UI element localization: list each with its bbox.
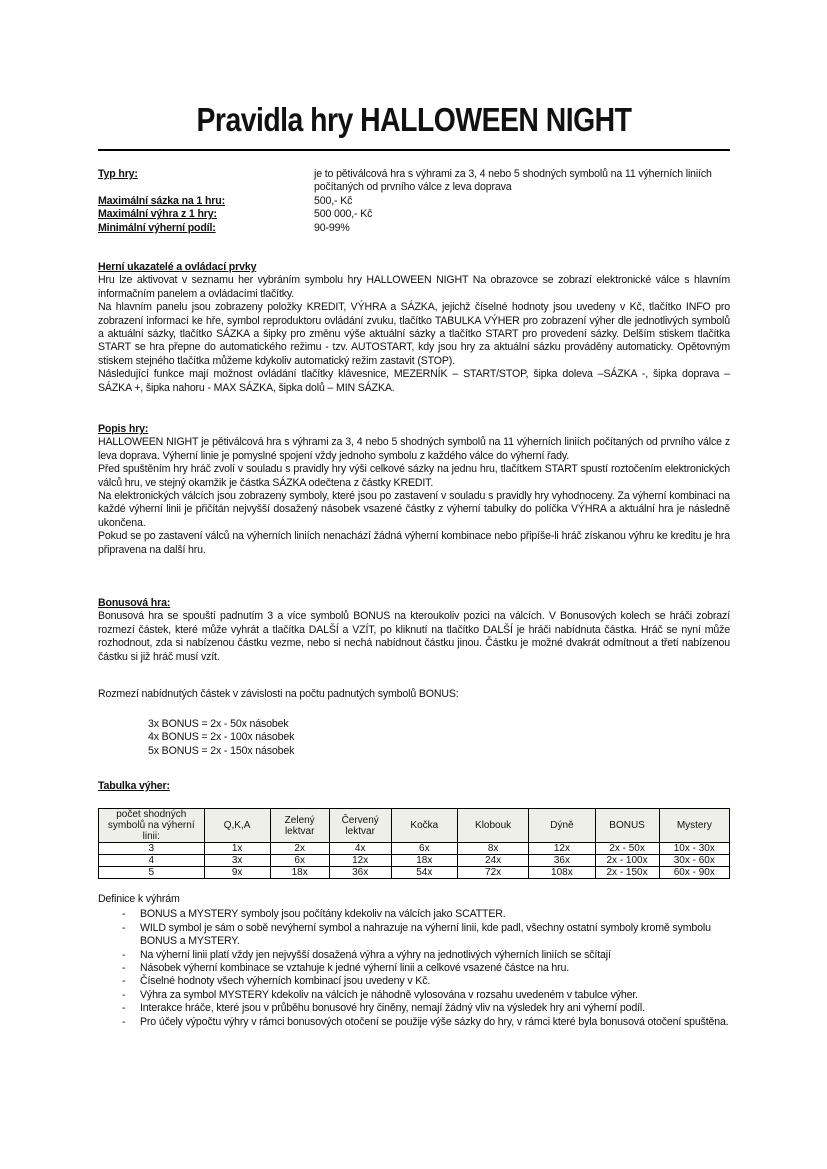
spec-row-max-bet [98,195,730,208]
paragraph: HALLOWEEN NIGHT je pětiválcová hra s výhrami za 3, 4 nebo 5 shodných symbolů na 11 výherních liniích počítaných od prvního válce z leva doprava. Výherní linie je pomyslné spojení vždy jednoho symbolu z každého válce do výherní řady. [98,436,730,462]
spec-value: je to pětiválcová hra s výhrami za 3, 4 nebo 5 shodných symbolů na 11 výherních liniích počítaných od prvního válce z leva doprava [314,168,712,194]
paragraph: Následující funkce mají možnost ovládání tlačítky klávesnice, MEZERNÍK – START/STOP, šipka doleva –SÁZKA -, šipka doprava – SÁZKA +, šipka nahoru - MAX SÁZKA, šipka dolů – MIN SÁZKA. [98,368,730,394]
spec-label: Typ hry: [98,168,138,180]
bonus-range: 3x BONUS = 2x - 50x násobek [148,718,289,730]
spec-value: 500,- Kč [314,194,353,207]
paragraph: Bonusová hra se spouští padnutím 3 a více symbolů BONUS na kteroukoliv pozici na válcích. V Bonusových kolech se hráči zobrazí rozmezí částek, které může vyhrát a tlačítka DALŠÍ a VZÍT, po kliknutí na tlačítko DALŠÍ je hráči nabídnuta částka. Hráč se nyní může rozhodnout, zda si nabízenou částku vezme, nebo si nechá nabídnout částku jinou. Částku je možné dvakrát odmítnout a třetí nabízenou částku si již hráč musí vzít. [98,610,730,663]
title-divider [98,149,730,151]
list-item [98,1016,730,1029]
table-cell: 3x [204,855,270,867]
spec-row-max-win [98,208,730,221]
paragraph: Před spuštěním hry hráč zvolí v souladu s pravidly hry výši celkové sázky na jednu hru, tlačítkem START spustí roztočením elektronických válců hru, ve stejný okamžik je částka SÁZKA odečtena z částky KREDIT. [98,463,730,489]
bonus-section [98,597,730,664]
table-cell: 24x [457,855,528,867]
paytable-grid [98,808,730,879]
spec-value: 90-99% [314,221,350,234]
column-header: Kočka [391,809,457,843]
table-cell: 54x [391,867,457,879]
section-heading: Herní ukazatelé a ovládací prvky [98,261,257,273]
list-item [98,989,730,1002]
paragraph: Hru lze aktivovat v seznamu her vybráním symbolu hry HALLOWEEN NIGHT Na obrazovce se zobrazí elektronické válce s hlavním informačním panelem a ovládacími tlačítky. [98,274,730,300]
bullet-dash: - [122,1002,126,1015]
spec-value: 500 000,- Kč [314,208,373,221]
bullet-dash: - [122,921,126,934]
spec-label: Maximální sázka na 1 hru: [98,194,225,207]
column-header: Mystery [659,809,729,843]
table-cell: 9x [204,867,270,879]
spec-label: Minimální výherní podíl: [98,221,216,234]
definitions-list [98,908,730,1029]
table-cell: 2x [270,843,329,855]
table-row [99,867,730,879]
definitions-section [98,893,730,1029]
column-header: Klobouk [457,809,528,843]
list-item [98,949,730,962]
definitions-heading: Definice k výhrám [98,893,180,905]
bullet-dash: - [122,975,126,988]
spec-row-min-rtp [98,222,730,235]
list-item [98,922,730,949]
paragraph: Pokud se po zastavení válců na výherních liniích nenachází žádná výherní kombinace nebo připíše-li hráč získanou výhru ke kreditu je hra připravena na další hru. [98,530,730,556]
table-cell: 18x [270,867,329,879]
column-header: počet shodných symbolů na výherní linii: [99,809,205,843]
table-row [99,855,730,867]
table-cell: 30x - 60x [659,855,729,867]
spec-label: Maximální výhra z 1 hry: [98,208,217,221]
paytable-heading: Tabulka výher: [98,780,170,792]
paytable-header-row [99,809,730,843]
table-cell: 5 [99,867,205,879]
table-cell: 6x [391,843,457,855]
table-cell: 4x [329,843,391,855]
table-cell: 72x [457,867,528,879]
list-item [98,975,730,988]
list-item-text: Násobek výherní kombinace se vztahuje k jedné výherní linii a celkové vsazené částce na hru. [140,962,570,975]
table-cell: 1x [204,843,270,855]
list-item-text: Pro účely výpočtu výhry v rámci bonusových otočení se použije výše sázky do hry, v rámci které byla bonusová otočení spuštěna. [140,1015,729,1028]
table-cell: 2x - 50x [595,843,659,855]
table-cell: 8x [457,843,528,855]
table-cell: 4 [99,855,205,867]
controls-section [98,261,730,395]
list-item-text: Interakce hráče, které jsou v průběhu bonusové hry činěny, nemají žádný vliv na výsledek hry ani výherní podíl. [140,1002,645,1015]
paragraph: Na elektronických válcích jsou zobrazeny symboly, které jsou po zastavení v souladu s pravidly hry vyhodnoceny. Za výherní kombinaci na každé výherní linii je přičítán nejvyšší dosažený násobek vsazené částky z výherní tabulky do políčka VÝHRA a aktuální hra je následně ukončena. [98,490,730,529]
section-heading: Bonusová hra: [98,597,171,609]
column-header: Červený lektvar [329,809,391,843]
bonus-ranges-intro: Rozmezí nabídnutých částek v závislosti na počtu padnutých symbolů BONUS: [98,688,459,700]
bullet-dash: - [122,948,126,961]
table-cell: 2x - 100x [595,855,659,867]
game-specs [98,168,730,235]
table-cell: 3 [99,843,205,855]
column-header: Dýně [529,809,595,843]
table-cell: 6x [270,855,329,867]
section-heading: Popis hry: [98,423,149,435]
description-section [98,423,730,557]
paragraph: Na hlavním panelu jsou zobrazeny položky KREDIT, VÝHRA a SÁZKA, jejichž číselné hodnoty jsou uvedeny v Kč, tlačítko INFO pro zobrazení informací ke hře, symbol reproduktoru ovládání zvuku, tlačítko TABULKA VÝHER pro zobrazení výher dle jednotlivých symbolů a aktuální sázky, tlačítko SÁZKA a šipky pro změnu výše aktuální sázky a tlačítko START pro provedení sázky. Delším stiskem tlačítka START se hra přepne do automatického režimu - tzv. AUTOSTART, kdy jsou hry za aktuální sázku prováděny automaticky. Opětovným stiskem stejného tlačítka můžeme kdykoliv automatický režim zastavit (STOP). [98,301,730,367]
table-cell: 36x [529,855,595,867]
bullet-dash: - [122,988,126,1001]
list-item-text: BONUS a MYSTERY symboly jsou počítány kdekoliv na válcích jako SCATTER. [140,908,506,921]
table-cell: 12x [529,843,595,855]
spec-row-game-type [98,168,730,195]
bullet-dash: - [122,962,126,975]
table-cell: 36x [329,867,391,879]
list-item [98,962,730,975]
table-cell: 12x [329,855,391,867]
column-header: Zelený lektvar [270,809,329,843]
list-item-text: Číselné hodnoty všech výherních kombinací jsou uvedeny v Kč. [140,975,431,988]
table-cell: 18x [391,855,457,867]
column-header: Q,K,A [204,809,270,843]
bullet-dash: - [122,908,126,921]
bonus-range: 4x BONUS = 2x - 100x násobek [148,731,295,744]
bonus-range: 5x BONUS = 2x - 150x násobek [148,744,295,757]
list-item [98,1002,730,1015]
list-item [98,908,730,921]
table-cell: 108x [529,867,595,879]
table-cell: 60x - 90x [659,867,729,879]
table-cell: 2x - 150x [595,867,659,879]
paytable [98,808,730,879]
column-header: BONUS [595,809,659,843]
table-row [99,843,730,855]
list-item-text: Výhra za symbol MYSTERY kdekoliv na válcích je náhodně vylosována v rozsahu uvedeném v tabulce výher. [140,988,638,1001]
list-item-text: WILD symbol je sám o sobě nevýherní symbol a nahrazuje na výherní linii, kde padl, všechny ostatní symboly kromě symbolu BONUS a MYSTERY. [140,921,711,948]
table-cell: 10x - 30x [659,843,729,855]
bonus-ranges-list [148,718,294,758]
page-title: Pravidla hry HALLOWEEN NIGHT [196,101,632,138]
bullet-dash: - [122,1015,126,1028]
list-item-text: Na výherní linii platí vždy jen nejvyšší dosažená výhra a výhry na jednotlivých výherních liniích se sčítají [140,948,611,961]
